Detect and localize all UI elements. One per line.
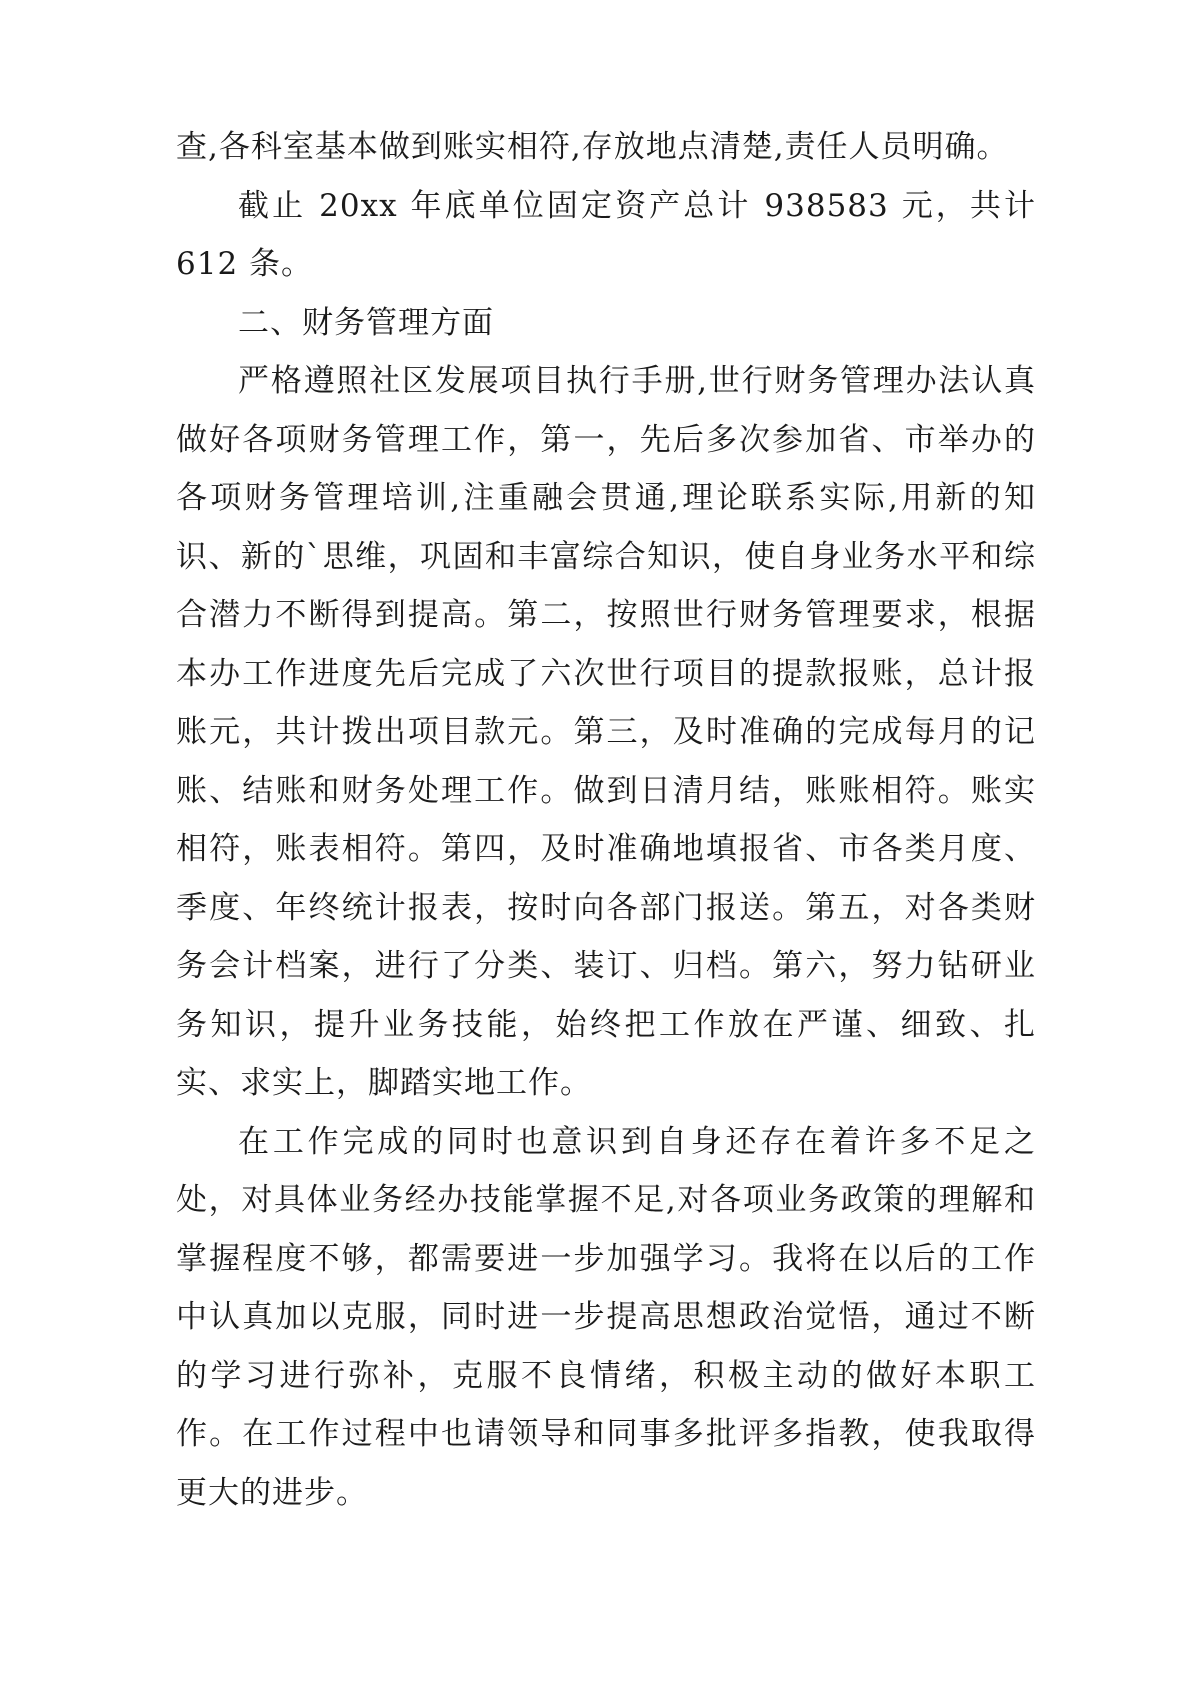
document-body [176, 118, 1036, 1522]
paragraph-financial-management: 严格遵照社区发展项目执行手册,世行财务管理办法认真做好各项财务管理工作，第一，先后多次参加省、市举办的各项财务管理培训,注重融会贯通,理论联系实际,用新的知识、新的`思维，巩固和丰富综合知识，使自身业务水平和综合潜力不断得到提高。第二，按照世行财务管理要求，根据本办工作进度先后完成了六次世行项目的提款报账，总计报账元，共计拨出项目款元。第三，及时准确的完成每月的记账、结账和财务处理工作。做到日清月结，账账相符。账实相符，账表相符。第四，及时准确地填报省、市各类月度、季度、年终统计报表，按时向各部门报送。第五，对各类财务会计档案，进行了分类、装订、归档。第六，努力钻研业务知识，提升业务技能，始终把工作放在严谨、细致、扎实、求实上，脚踏实地工作。 [176, 363, 1036, 1101]
paragraph-shortcomings: 在工作完成的同时也意识到自身还存在着许多不足之处，对具体业务经办技能掌握不足,对各项业务政策的理解和掌握程度不够，都需要进一步加强学习。我将在以后的工作中认真加以克服，同时进一步提高思想政治觉悟，通过不断的学习进行弥补，克服不良情绪，积极主动的做好本职工作。在工作过程中也请领导和同事多批评多指教，使我取得更大的进步。 [176, 1123, 1036, 1511]
section-heading-financial-management: 二、财务管理方面 [238, 304, 494, 341]
paragraph-continuation: 查,各科室基本做到账实相符,存放地点清楚,责任人员明确。 [176, 129, 1009, 165]
paragraph-fixed-assets-total: 截止 20xx 年底单位固定资产总计 938583 元，共计 612 条。 [176, 187, 1036, 282]
